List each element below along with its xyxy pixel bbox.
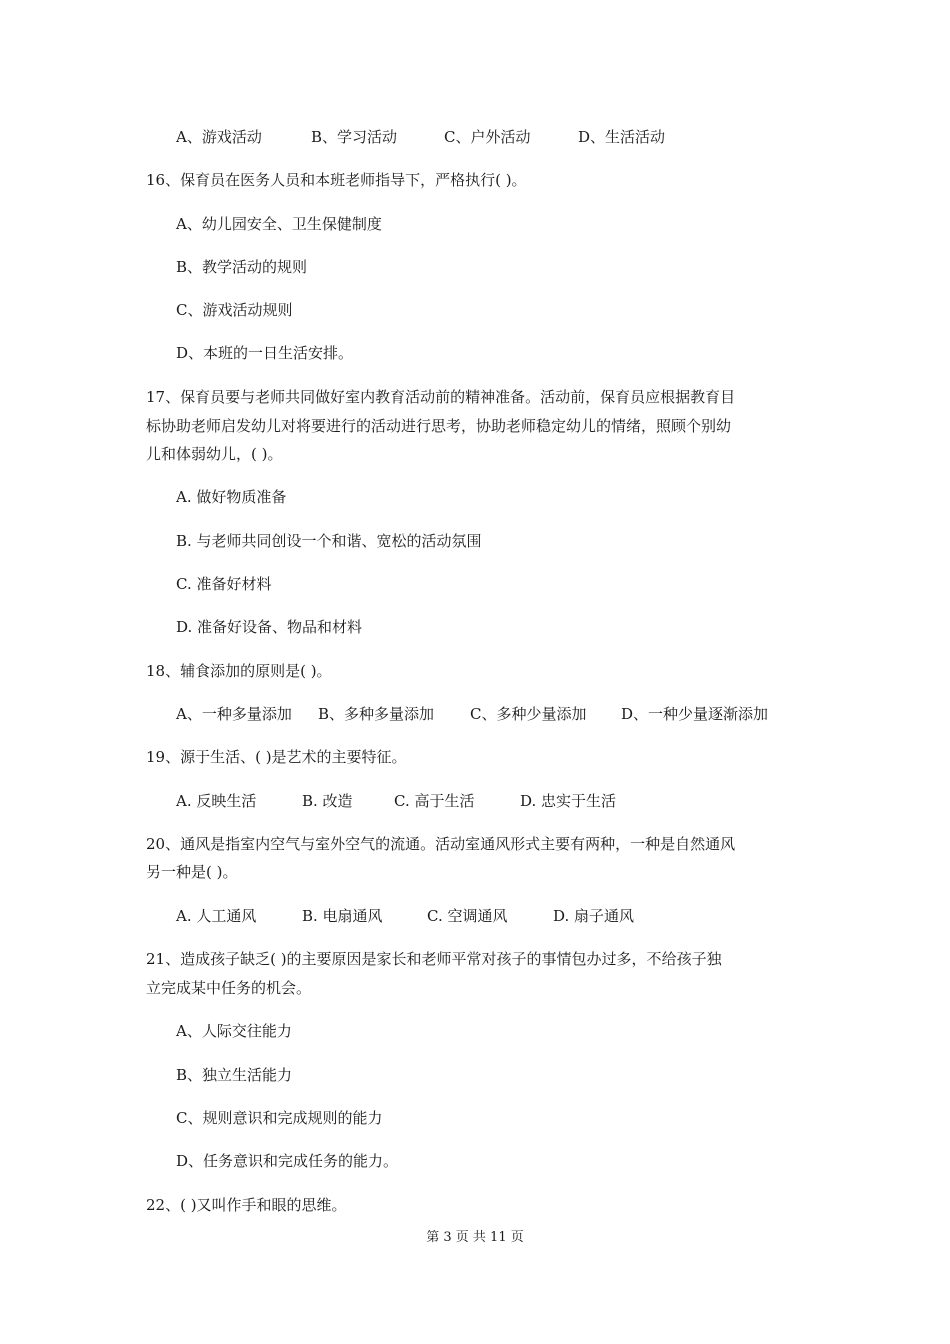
q18-option-c: C、多种少量添加 <box>470 705 587 723</box>
q15-option-d: D、生活活动 <box>578 128 666 146</box>
q21-option-a: A、人际交往能力 <box>176 1022 292 1040</box>
q21-option-d: D、任务意识和完成任务的能力。 <box>176 1152 399 1170</box>
q22-question: 22、( )又叫作手和眼的思维。 <box>146 1196 347 1214</box>
q21-option-c: C、规则意识和完成规则的能力 <box>176 1109 383 1127</box>
q16-question: 16、保育员在医务人员和本班老师指导下，严格执行( )。 <box>146 171 527 189</box>
q16-option-b: B、教学活动的规则 <box>176 258 308 276</box>
q18-option-b: B、多种多量添加 <box>318 705 435 723</box>
q20-option-c: C. 空调通风 <box>427 907 508 925</box>
q17-question-line-3: 儿和体弱幼儿，( )。 <box>146 445 283 463</box>
q16-option-c: C、游戏活动规则 <box>176 301 293 319</box>
q15-option-a: A、游戏活动 <box>176 128 262 146</box>
q20-question-line-2: 另一种是( )。 <box>146 863 238 881</box>
q19-question: 19、源于生活、( )是艺术的主要特征。 <box>146 748 407 766</box>
q15-option-b: B、学习活动 <box>311 128 398 146</box>
q20-question-line-1: 20、通风是指室内空气与室外空气的流通。活动室通风形式主要有两种，一种是自然通风 <box>146 835 736 853</box>
q19-option-d: D. 忠实于生活 <box>520 792 617 810</box>
q18-question: 18、辅食添加的原则是( )。 <box>146 662 332 680</box>
q19-option-b: B. 改造 <box>302 792 353 810</box>
q15-option-c: C、户外活动 <box>444 128 531 146</box>
q20-option-d: D. 扇子通风 <box>553 907 635 925</box>
q17-question-line-1: 17、保育员要与老师共同做好室内教育活动前的精神准备。活动前，保育员应根据教育目 <box>146 388 736 406</box>
q20-option-b: B. 电扇通风 <box>302 907 383 925</box>
q21-option-b: B、独立生活能力 <box>176 1066 293 1084</box>
q21-question-line-2: 立完成某中任务的机会。 <box>146 979 312 997</box>
q17-option-b: B. 与老师共同创设一个和谐、宽松的活动氛围 <box>176 532 482 550</box>
q18-option-d: D、一种少量逐渐添加 <box>621 705 769 723</box>
q16-option-d: D、本班的一日生活安排。 <box>176 344 354 362</box>
q17-option-c: C. 准备好材料 <box>176 575 272 593</box>
q20-option-a: A. 人工通风 <box>176 907 257 925</box>
q19-option-a: A. 反映生活 <box>176 792 257 810</box>
q17-question-line-2: 标协助老师启发幼儿对将要进行的活动进行思考，协助老师稳定幼儿的情绪，照顾个别幼 <box>146 417 732 435</box>
q17-option-d: D. 准备好设备、物品和材料 <box>176 618 363 636</box>
q17-option-a: A. 做好物质准备 <box>176 488 287 506</box>
q18-option-a: A、一种多量添加 <box>176 705 292 723</box>
page-number: 第 3 页 共 11 页 <box>426 1230 524 1245</box>
q19-option-c: C. 高于生活 <box>394 792 475 810</box>
q16-option-a: A、幼儿园安全、卫生保健制度 <box>176 215 382 233</box>
q21-question-line-1: 21、造成孩子缺乏( )的主要原因是家长和老师平常对孩子的事情包办过多，不给孩子独 <box>146 950 722 968</box>
